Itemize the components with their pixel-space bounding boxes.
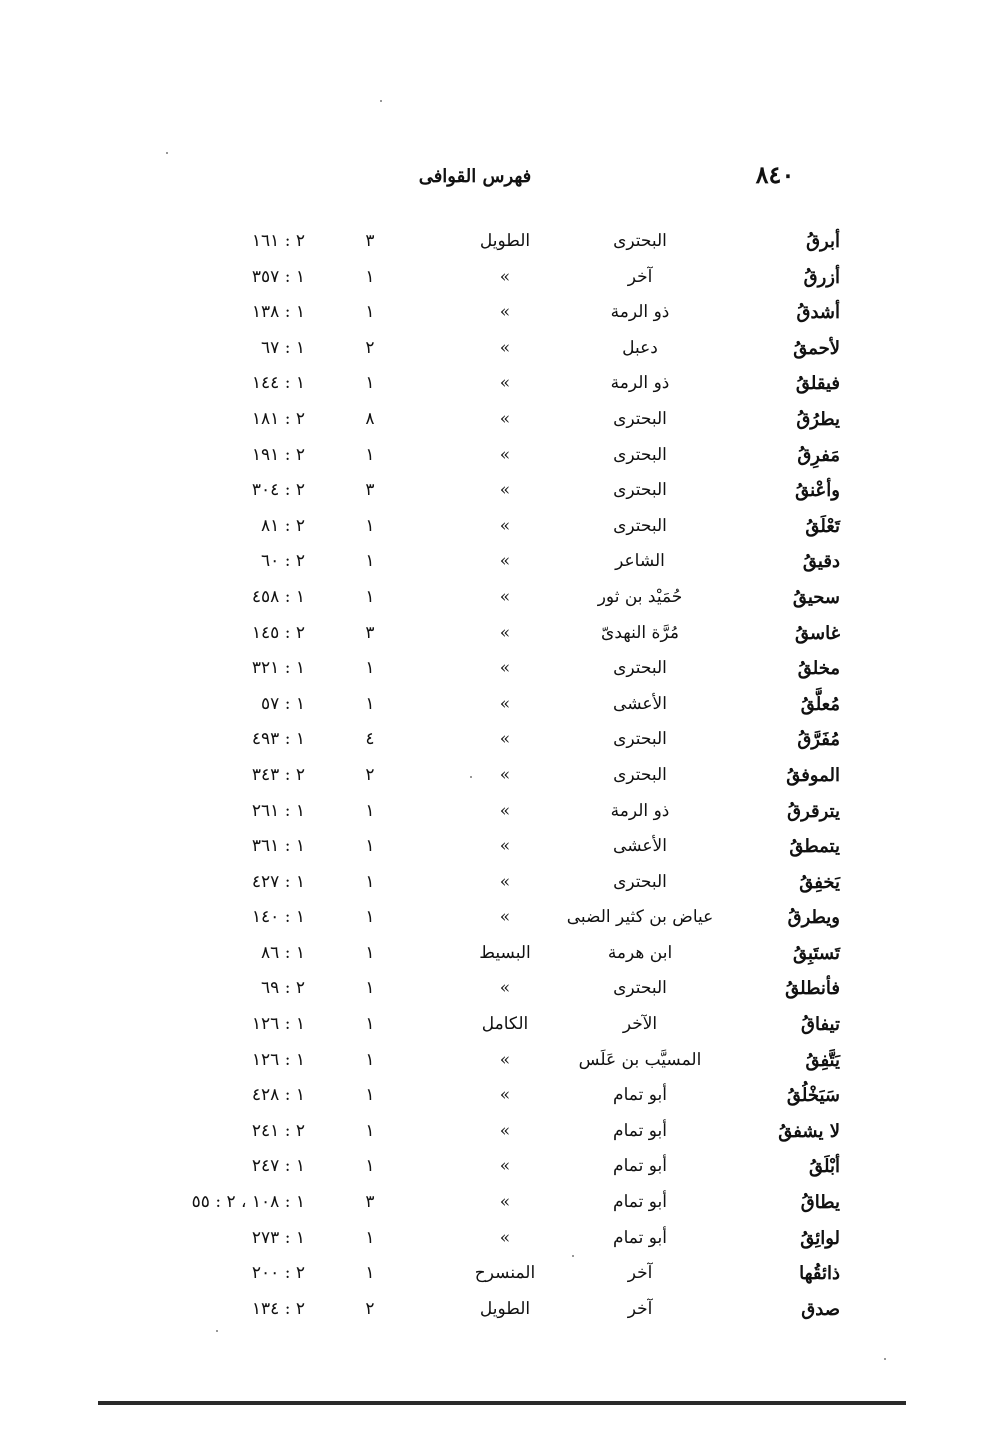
poet-name: البحترى [613,978,667,999]
verse-count: ١ [365,1227,375,1248]
poet-name: آخر [627,266,653,287]
meter-name: » [499,266,511,287]
volume-page-ref: ٢ : ٦٠ [261,551,305,572]
meter-name: » [499,1156,511,1177]
meter-name: » [499,836,511,857]
meter-name: » [499,693,511,714]
meter-name: الطويل [479,1298,531,1319]
meter-name: » [499,1085,511,1106]
meter-name: المنسرح [474,1263,536,1284]
verse-count: ٤ [365,729,375,750]
volume-page-ref: ١ : ٢٦١ [251,800,305,821]
volume-page-ref: ١ : ٤٢٧ [251,871,305,892]
page-number: ٨٤٠ [755,160,795,189]
poet-name: البحترى [613,658,667,679]
meter-name: » [499,373,511,394]
poet-name: آخر [627,1298,653,1319]
poet-name: البحترى [613,480,667,501]
table-row [0,1256,1005,1292]
meter-name: » [499,337,511,358]
volume-page-ref: ٢ : ٨١ [261,515,305,536]
meter-name: البسيط [479,942,531,963]
verse-count: ١ [365,373,375,394]
table-row [0,331,1005,367]
table-row [0,580,1005,616]
rhyme-word: مخلقُ [797,658,840,680]
volume-page-ref: ١ : ١٤٤ [251,373,305,394]
rhyme-word: فأنطلقُ [785,978,840,1000]
volume-page-ref: ١ : ١٢٦ [251,1049,305,1070]
poet-name: أبو تمام [613,1085,667,1106]
table-row [0,687,1005,723]
poet-name: ذو الرمة [610,800,670,821]
volume-page-ref: ٢ : ٢٤١ [251,1120,305,1141]
meter-name: » [499,871,511,892]
rhyme-word: يطاقُ [800,1192,840,1214]
poet-name: ابن هرمة [607,942,673,963]
table-row [0,971,1005,1007]
table-row [0,758,1005,794]
volume-page-ref: ٢ : ١٦١ [251,231,305,251]
volume-page-ref: ١ : ١٤٠ [251,907,305,928]
verse-count: ٣ [365,622,375,643]
verse-count: ١ [365,1014,375,1035]
table-row [0,509,1005,545]
verse-count: ١ [365,942,375,963]
poet-name: البحترى [613,231,667,251]
verse-count: ٨ [365,408,375,429]
verse-count: ١ [365,658,375,679]
verse-count: ٣ [365,231,375,251]
meter-name: الطويل [479,231,531,251]
poet-name: الأعشى [613,836,667,857]
table-row [0,1185,1005,1221]
rhyme-word: يترقرقُ [787,800,840,822]
verse-count: ٣ [365,480,375,501]
meter-name: » [499,729,511,750]
meter-name: » [499,978,511,999]
volume-page-ref: ٢ : ٦٩ [261,978,305,999]
poet-name: البحترى [613,444,667,465]
table-row [0,616,1005,652]
meter-name: » [499,1227,511,1248]
verse-count: ١ [365,836,375,857]
scan-speck [470,776,472,778]
rhyme-word: لوائِقُ [800,1227,840,1249]
poet-name: المسيَّب بن عَلَس [578,1049,702,1070]
poet-name: ذو الرمة [610,302,670,323]
poet-name: البحترى [613,729,667,750]
verse-count: ١ [365,266,375,287]
rhyme-word: مَفرِقُ [797,444,840,466]
table-row [0,651,1005,687]
poet-name: البحترى [613,408,667,429]
meter-name: » [499,551,511,572]
rhyme-word: أبرقُ [806,231,840,252]
meter-name: » [499,408,511,429]
rhyme-word: تَعْلَقُ [805,515,840,537]
rhyme-word: لأحمقُ [793,337,840,359]
verse-count: ١ [365,444,375,465]
meter-name: » [499,480,511,501]
verse-count: ١ [365,1049,375,1070]
rhyme-word: لا يشفقُ [778,1120,840,1142]
verse-count: ١ [365,551,375,572]
volume-page-ref: ٢ : ١٤٥ [251,622,305,643]
volume-page-ref: ١ : ٤٢٨ [251,1085,305,1106]
rhyme-word: أشدقُ [796,302,840,324]
poet-name: أبو تمام [613,1156,667,1177]
rhyme-word: سحيقُ [792,586,840,608]
verse-count: ١ [365,302,375,323]
rhyme-word: فيقلقُ [795,373,840,395]
volume-page-ref: ٢ : ٢٠٠ [251,1263,305,1284]
verse-count: ١ [365,1156,375,1177]
table-row [0,402,1005,438]
volume-page-ref: ١ : ٢٤٧ [251,1156,305,1177]
poet-name: الأعشى [613,693,667,714]
table-row [0,1149,1005,1185]
meter-name: الكامل [481,1014,529,1035]
rhyme-word: تَستَبِقُ [793,942,840,964]
rhyme-word: يتمطقُ [789,836,840,858]
meter-name: » [499,1120,511,1141]
meter-name: » [499,586,511,607]
volume-page-ref: ١ : ٣٢١ [251,658,305,679]
table-row [0,829,1005,865]
table-row [0,260,1005,296]
meter-name: » [499,444,511,465]
volume-page-ref: ١ : ١٢٦ [251,1014,305,1035]
verse-count: ٢ [365,337,375,358]
verse-count: ١ [365,693,375,714]
meter-name: » [499,302,511,323]
scan-speck [572,1255,574,1257]
meter-name: » [499,658,511,679]
table-row [0,1221,1005,1257]
poet-name: أبو تمام [613,1192,667,1213]
verse-count: ٢ [365,764,375,785]
table-row [0,936,1005,972]
poet-name: الشاعر [615,551,665,572]
meter-name: » [499,907,511,928]
verse-count: ١ [365,907,375,928]
rhyme-word: وأعْنقُ [795,480,840,502]
table-row [0,1292,1005,1328]
table-row [0,1114,1005,1150]
rhyme-word: سَيَخْلُقُ [786,1085,840,1107]
rhyme-word: صدق [801,1298,840,1320]
volume-page-ref: ١ : ٤٥٨ [251,586,305,607]
poet-name: البحترى [613,515,667,536]
table-row [0,366,1005,402]
volume-page-ref: ١ : ١٣٨ [251,302,305,323]
rhyme-word: ويطرقُ [787,907,840,929]
rhyme-word: تيفاقُ [801,1014,840,1036]
table-row [0,900,1005,936]
verse-count: ١ [365,800,375,821]
verse-count: ١ [365,586,375,607]
volume-page-ref: ١ : ٣٦١ [251,836,305,857]
verse-count: ١ [365,1085,375,1106]
scan-speck [216,1330,218,1332]
table-row [0,224,1005,260]
verse-count: ١ [365,1263,375,1284]
rhyme-word: ذائقُها [799,1263,840,1285]
verse-count: ٣ [365,1192,375,1213]
poet-name: أبو تمام [613,1120,667,1141]
volume-page-ref: ١ : ٥٧ [261,693,305,714]
volume-page-ref: ١ : ٢٧٣ [251,1227,305,1248]
page-title: فهرس القوافى [418,166,532,187]
meter-name: » [499,515,511,536]
verse-count: ١ [365,978,375,999]
scan-speck [166,152,168,154]
table-row [0,295,1005,331]
table-row [0,1007,1005,1043]
table-row [0,722,1005,758]
volume-page-ref: ١ : ٨٦ [261,942,305,963]
rhyme-word: يطرُقُ [796,408,840,430]
volume-page-ref: ١ : ٤٩٣ [251,729,305,750]
poet-name: ذو الرمة [610,373,670,394]
rhyme-word: يَتَّفِقُ [805,1049,840,1071]
meter-name: » [499,1049,511,1070]
scan-speck [380,100,382,102]
rhyme-word: مُعلَّقُ [800,693,840,715]
table-row [0,544,1005,580]
table-row [0,1043,1005,1079]
volume-page-ref: ٢ : ٣٠٤ [251,480,305,501]
rhyme-word: غاسقُ [795,622,840,644]
verse-count: ١ [365,515,375,536]
verse-count: ٢ [365,1298,375,1319]
rhyme-word: دقيقُ [802,551,840,573]
rhyme-word: مُفَرَّقُ [797,729,840,751]
meter-name: » [499,622,511,643]
rhyme-word: يَخفِقُ [799,871,840,893]
scan-speck [884,1358,886,1360]
volume-page-ref: ١ : ٣٥٧ [251,266,305,287]
table-row [0,438,1005,474]
poet-name: الآخر [622,1014,658,1035]
meter-name: » [499,800,511,821]
volume-page-ref: ١ : ٦٧ [261,337,305,358]
rhyme-word: أزرقُ [803,266,840,288]
verse-count: ١ [365,1120,375,1141]
volume-page-ref: ١ : ١٠٨ ، ٢ : ٥٥ [191,1192,305,1213]
volume-page-ref: ٢ : ١٣٤ [251,1298,305,1319]
rhyme-word: الموفقُ [786,764,840,786]
rhyme-word: أبْلَقُ [809,1156,840,1178]
table-row [0,794,1005,830]
table-row [0,865,1005,901]
meter-name: » [499,764,511,785]
poet-name: أبو تمام [613,1227,667,1248]
table-row [0,1078,1005,1114]
volume-page-ref: ٢ : ١٩١ [251,444,305,465]
table-row [0,473,1005,509]
poet-name: البحترى [613,871,667,892]
volume-page-ref: ٢ : ١٨١ [251,408,305,429]
volume-page-ref: ٢ : ٣٤٣ [251,764,305,785]
poet-name: دعبل [622,337,658,358]
poet-name: عياض بن كثير الضبى [566,907,714,928]
bottom-divider [98,1401,906,1405]
poet-name: مُرَّة النهدىّ [601,622,679,643]
poet-name: حُمَيْد بن ثور [597,586,683,607]
poet-name: البحترى [613,764,667,785]
poet-name: آخر [627,1263,653,1284]
rhyme-index-table [0,224,1005,1327]
meter-name: » [499,1192,511,1213]
verse-count: ١ [365,871,375,892]
